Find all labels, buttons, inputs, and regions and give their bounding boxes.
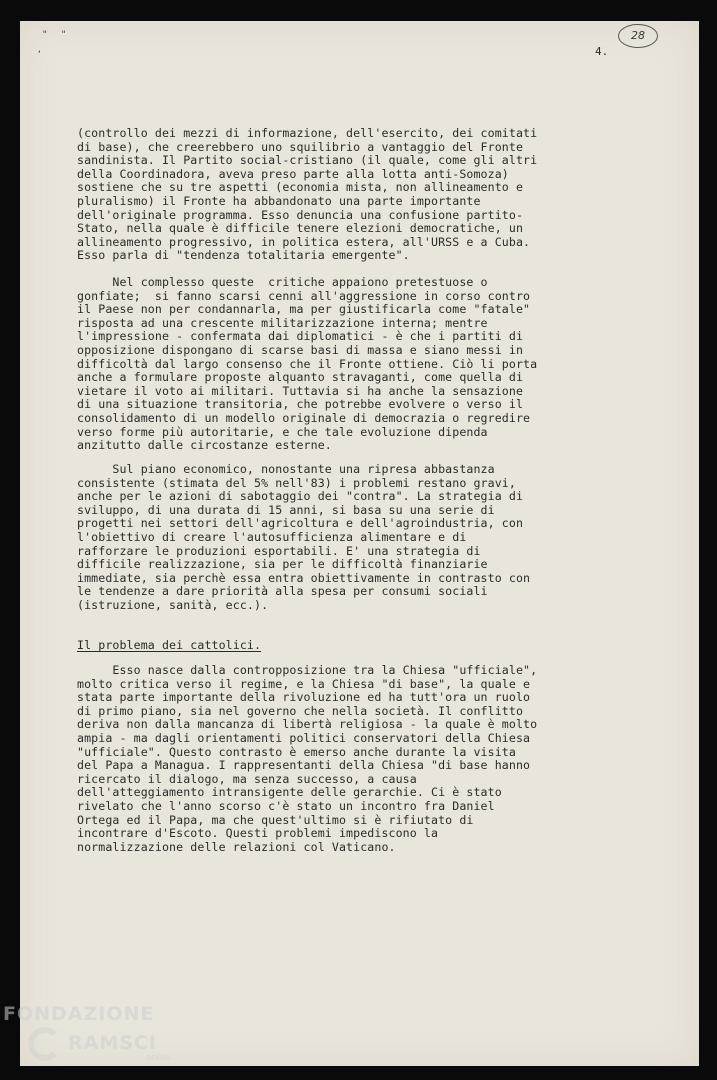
archive-stamp: 28 (618, 24, 658, 48)
margin-mark: , (37, 45, 42, 54)
watermark-line1: FONDAZIONE (3, 1003, 155, 1025)
page-number: 4. (595, 45, 609, 58)
margin-mark: " " (42, 30, 71, 40)
paragraph-3: Sul piano economico, nonostante una ripresa abbastanza consistente (stimata del 5% nell'83) i problemi restano gravi, anche per le azioni di sabotaggio dei "contra". La strategia di sviluppo, di una durata di 15 anni, si basa su una serie di progetti nei settori dell'agricoltura e dell'agroindustria, con l'obiettivo di creare l'autosufficienza alimentare e di rafforzare le produzioni esportabili. E' una strategia di difficile realizzazione, sia per le difficoltà finanziarie immediate, sia perchè essa entra obiettivamente in contrasto con le tendenze a dare priorità alla spesa per consumi sociali (istruzione, sanità, ecc.). (77, 462, 531, 612)
paragraph-1: (controllo dei mezzi di informazione, dell'esercito, dei comitati di base), che creerebbero uno squilibrio a vantaggio del Fronte sandinista. Il Partito social-cristiano (il quale, come gli altri della Coordinadora, aveva preso parte alla lotta anti-Somoza) sostiene che su tre aspetti (economia mista, non allineamento e pluralismo) il Fronte ha abbandonato una parte importante dell'originale programma. Esso denuncia una confusione partito- Stato, nella quale è difficile tenere elezioni democratiche, un allineamento progressivo, in politica estera, all'URSS e a Cuba. Esso parla di "tendenza totalitaria emergente". (77, 126, 538, 263)
paragraph-2: Nel complesso queste critiche appaiono pretestuose o gonfiate; si fanno scarsi cenni all'aggressione in corso contro il Paese non per condannarla, ma per giustificarla come "fatale" risposta ad una crescente militarizzazione interna; mentre l'impressione - confermata dai diplomatici - è che i partiti di opposizione dispongano di scarse basi di massa e siano messi in difficoltà dal largo consenso che il Fronte ottiene. Ciò li porta anche a formulare proposte alquanto stravaganti, come quella di vietare il voto ai militari. Tuttavia si ha anche la sensazione di una situazione transitoria, che potrebbe evolvere o verso il consolidamento di un modello originale di democrazia o regredire verso forme più autoritarie, e che tale evoluzione dipenda anzitutto dalle circostanze esterne. (77, 275, 538, 453)
section-heading: Il problema dei cattolici. (77, 638, 262, 652)
watermark-logo-icon (28, 1027, 62, 1061)
watermark-line3: onlus (146, 1053, 171, 1063)
watermark-line2: RAMSCI (68, 1032, 157, 1054)
section-paragraph: Esso nasce dalla contropposizione tra la Chiesa "ufficiale", molto critica verso il regime, e la Chiesa "di base", la quale e stata parte importante della rivoluzione ed ha tutt'ora un ruolo di primo piano, sia nel governo che nella società. Il conflitto deriva non dalla mancanza di libertà religiosa - la quale è molto ampia - ma dagli orientamenti politici conservatori della Chiesa "ufficiale". Questo contrasto è emerso anche durante la visita del Papa a Managua. I rappresentanti della Chiesa "di base hanno ricercato il dialogo, ma senza successo, a causa dell'atteggiamento intransigente delle gerarchie. Ci è stato rivelato che l'anno scorso c'è stato un incontro fra Daniel Ortega ed il Papa, ma che quest'ultimo si è rifiutato di incontrare d'Escoto. Questi problemi impediscono la normalizzazione delle relazioni col Vaticano. (77, 663, 538, 854)
